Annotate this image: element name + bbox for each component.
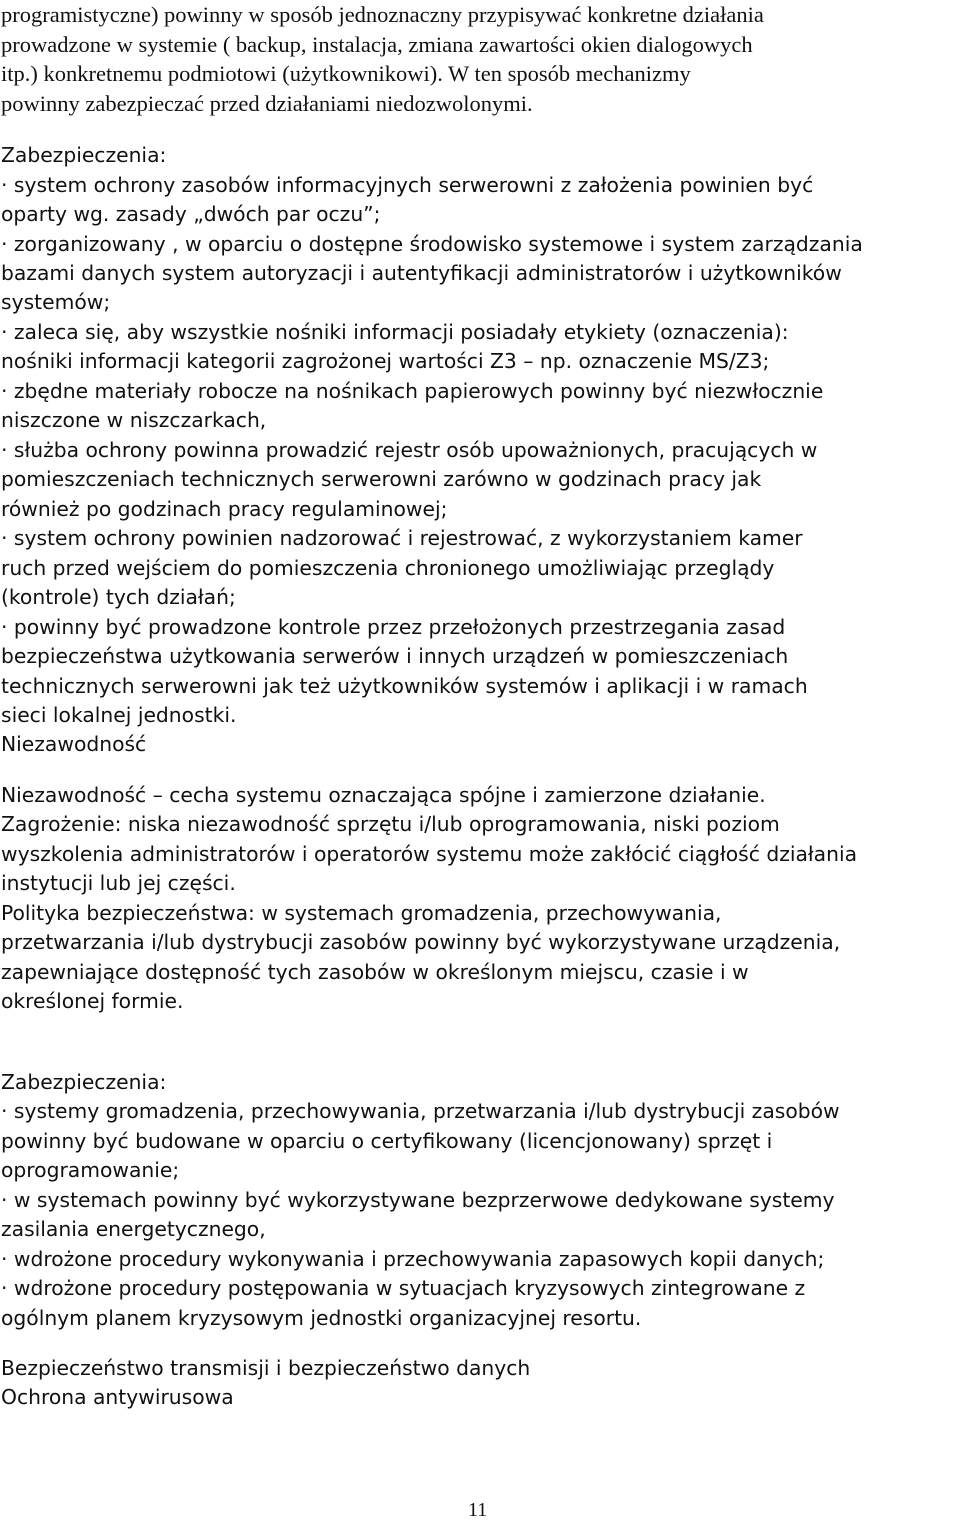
bullet-item: · zorganizowany , w oparciu o dostępne środowisko systemowe i system zarządzania [1, 232, 863, 256]
section-heading: Zabezpieczenia: [1, 1070, 167, 1094]
text-line: systemów; [1, 290, 111, 314]
bullet-item: · zaleca się, aby wszystkie nośniki informacji posiadały etykiety (oznaczenia): [1, 320, 789, 344]
bullet-item: · w systemach powinny być wykorzystywane bezprzerwowe dedykowane systemy [1, 1188, 835, 1212]
text-line: bezpieczeństwa użytkowania serwerów i innych urządzeń w pomieszczeniach [1, 644, 789, 668]
text-line: oprogramowanie; [1, 1158, 180, 1182]
text-line: wyszkolenia administratorów i operatorów systemu może zakłócić ciągłość działania [1, 842, 858, 866]
text-line: oparty wg. zasady „dwóch par oczu”; [1, 202, 381, 226]
text-line: ogólnym planem kryzysowym jednostki organizacyjnej resortu. [1, 1306, 642, 1330]
bullet-item: · służba ochrony powinna prowadzić rejestr osób upoważnionych, pracujących w [1, 438, 818, 462]
text-line: (kontrole) tych działań; [1, 585, 236, 609]
bullet-item: · powinny być prowadzone kontrole przez przełożonych przestrzegania zasad [1, 615, 786, 639]
text-line: sieci lokalnej jednostki. [1, 703, 237, 727]
text-line: zapewniające dostępność tych zasobów w określonym miejscu, czasie i w [1, 960, 749, 984]
text-line: prowadzone w systemie ( backup, instalacja, zmiana zawartości okien dialogowych [1, 32, 753, 57]
text-line: powinny zabezpieczać przed działaniami niedozwolonymi. [1, 91, 533, 116]
text-line: również po godzinach pracy regulaminowej; [1, 497, 448, 521]
bullet-item: · wdrożone procedury wykonywania i przechowywania zapasowych kopii danych; [1, 1247, 825, 1271]
bullet-item: · system ochrony zasobów informacyjnych serwerowni z założenia powinien być [1, 173, 814, 197]
text-line: Polityka bezpieczeństwa: w systemach gromadzenia, przechowywania, [1, 901, 722, 925]
bullet-item: · system ochrony powinien nadzorować i rejestrować, z wykorzystaniem kamer [1, 526, 803, 550]
bullet-item: · zbędne materiały robocze na nośnikach papierowych powinny być niezwłocznie [1, 379, 824, 403]
page-number: 11 [468, 1499, 488, 1521]
bullet-item: · wdrożone procedury postępowania w sytuacjach kryzysowych zintegrowane z [1, 1276, 806, 1300]
text-line: zasilania energetycznego, [1, 1217, 266, 1241]
text-line: przetwarzania i/lub dystrybucji zasobów powinny być wykorzystywane urządzenia, [1, 930, 841, 954]
section-heading: Niezawodność [1, 732, 147, 756]
text-line: niszczone w niszczarkach, [1, 408, 267, 432]
text-line: bazami danych system autoryzacji i autentyfikacji administratorów i użytkowników [1, 261, 842, 285]
section-heading: Ochrona antywirusowa [1, 1385, 234, 1409]
text-line: programistyczne) powinny w sposób jednoznaczny przypisywać konkretne działania [1, 2, 764, 27]
text-line: powinny być budowane w oparciu o certyfikowany (licencjonowany) sprzęt i [1, 1129, 773, 1153]
text-line: ruch przed wejściem do pomieszczenia chronionego umożliwiając przeglądy [1, 556, 775, 580]
text-line: instytucji lub jej części. [1, 871, 236, 895]
text-line: określonej formie. [1, 989, 184, 1013]
text-line: Zagrożenie: niska niezawodność sprzętu i/lub oprogramowania, niski poziom [1, 812, 780, 836]
bullet-item: · systemy gromadzenia, przechowywania, przetwarzania i/lub dystrybucji zasobów [1, 1099, 840, 1123]
text-line: nośniki informacji kategorii zagrożonej wartości Z3 – np. oznaczenie MS/Z3; [1, 349, 770, 373]
text-line: pomieszczeniach technicznych serwerowni zarówno w godzinach pracy jak [1, 467, 762, 491]
section-heading: Bezpieczeństwo transmisji i bezpieczeństwo danych [1, 1356, 531, 1380]
definition-line: Niezawodność – cecha systemu oznaczająca spójne i zamierzone działanie. [1, 783, 766, 807]
text-line: itp.) konkretnemu podmiotowi (użytkownikowi). W ten sposób mechanizmy [1, 61, 691, 86]
text-line: technicznych serwerowni jak też użytkowników systemów i aplikacji i w ramach [1, 674, 808, 698]
section-heading: Zabezpieczenia: [1, 143, 167, 167]
